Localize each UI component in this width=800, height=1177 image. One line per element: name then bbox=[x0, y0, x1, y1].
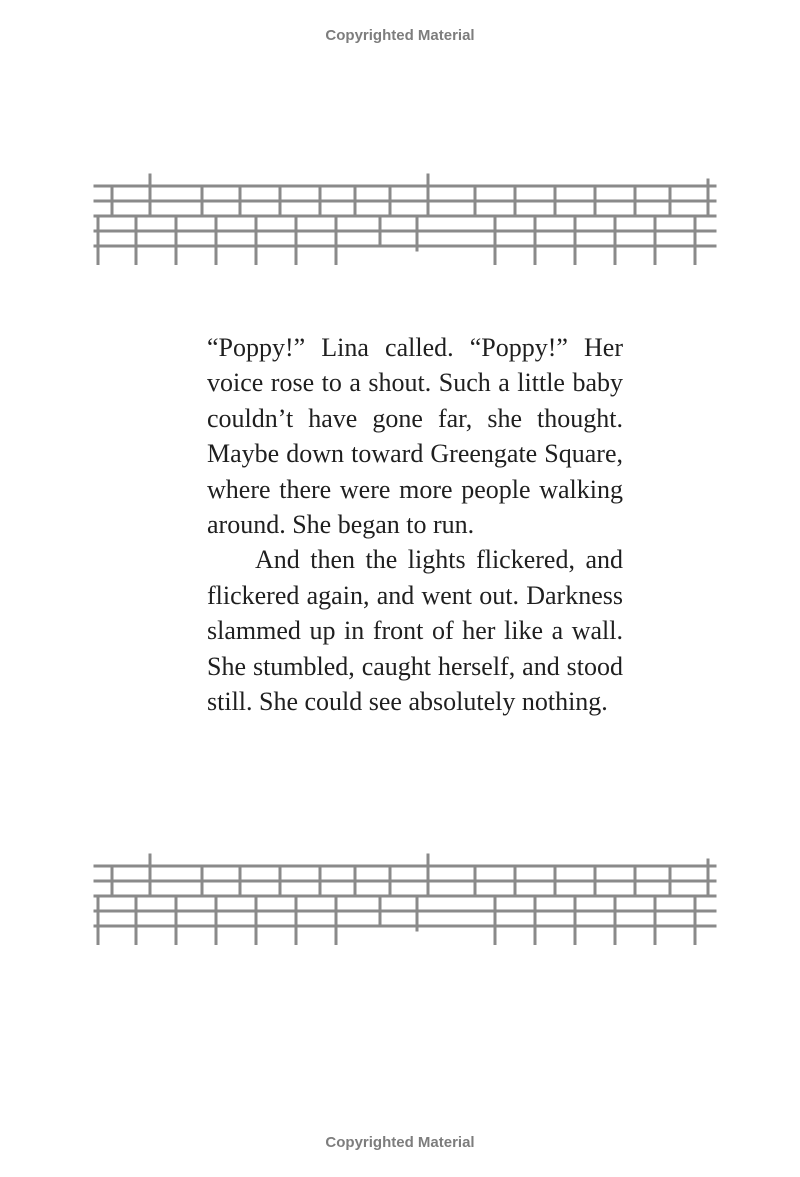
brick-wall-divider-bottom bbox=[90, 850, 720, 945]
book-text bbox=[207, 330, 623, 719]
brick-wall-ornament-icon bbox=[90, 850, 720, 945]
brick-wall-divider-top bbox=[90, 170, 720, 265]
copyright-watermark-top: Copyrighted Material bbox=[325, 27, 475, 44]
paragraph-1: “Poppy!” Lina called. “Poppy!” Her voice rose to a shout. Such a little baby couldn’t have gone far, she thought. Maybe down toward Greengate Square, where there were more people walking around. She began to run. bbox=[207, 333, 623, 540]
brick-wall-ornament-icon bbox=[90, 170, 720, 265]
copyright-watermark-bottom: Copyrighted Material bbox=[325, 1134, 475, 1151]
paragraph-2: And then the lights flickered, and flickered again, and went out. Darkness slammed up in front of her like a wall. She stumbled, caught herself, and stood still. She could see absolutely nothing. bbox=[207, 545, 623, 717]
